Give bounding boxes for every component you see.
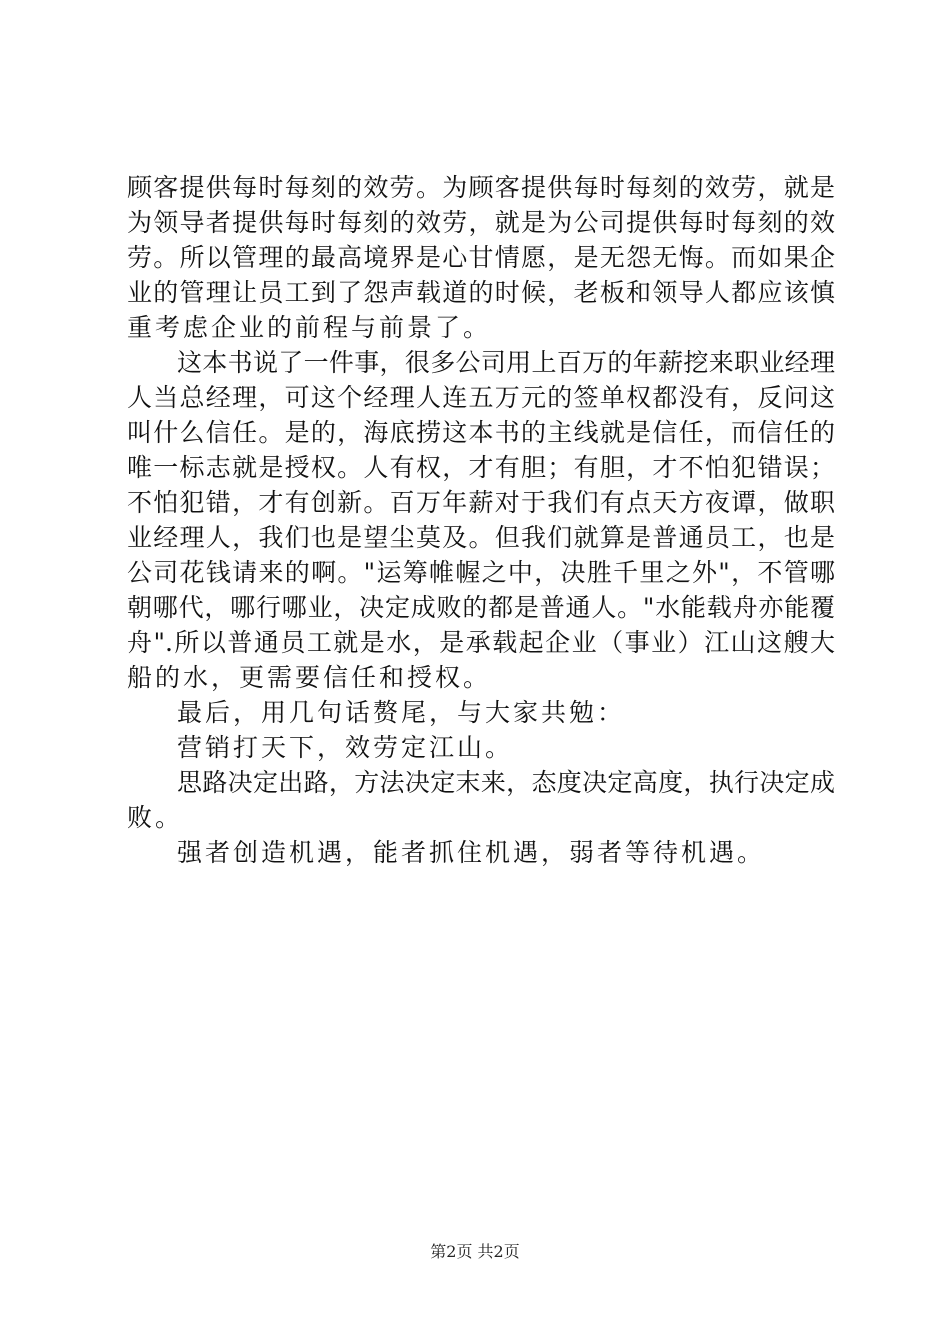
text-line: 顾客提供每时每刻的效劳。为顾客提供每时每刻的效劳，就是 <box>127 173 835 202</box>
text-line: 为领导者提供每时每刻的效劳，就是为公司提供每时每刻的效 <box>127 208 835 237</box>
text-line: 朝哪代，哪行哪业，决定成败的都是普通人。"水能载舟亦能覆 <box>127 593 835 622</box>
text-line: 败。 <box>127 803 184 832</box>
text-line: 唯一标志就是授权。人有权，才有胆；有胆，才不怕犯错误； <box>127 453 835 482</box>
text-line: 业的管理让员工到了怨声载道的时候，老板和领导人都应该慎 <box>127 278 835 307</box>
text-line: 人当总经理，可这个经理人连五万元的签单权都没有，反问这 <box>127 383 835 412</box>
text-line: 强者创造机遇，能者抓住机遇，弱者等待机遇。 <box>177 838 766 867</box>
text-line: 这本书说了一件事，很多公司用上百万的年薪挖来职业经理 <box>177 348 835 377</box>
text-line: 不怕犯错，才有创新。百万年薪对于我们有点天方夜谭，做职 <box>127 488 835 517</box>
text-line: 思路决定出路，方法决定末来，态度决定高度，执行决定成 <box>177 768 835 797</box>
text-line: 营销打天下，效劳定江山。 <box>177 733 514 762</box>
text-line: 劳。所以管理的最高境界是心甘情愿，是无怨无悔。而如果企 <box>127 243 835 272</box>
text-line: 重考虑企业的前程与前景了。 <box>127 313 492 342</box>
text-line: 业经理人，我们也是望尘莫及。但我们就算是普通员工，也是 <box>127 523 835 552</box>
text-line: 公司花钱请来的啊。"运筹帷幄之中，决胜千里之外"，不管哪 <box>127 558 835 587</box>
text-line: 最后，用几句话赘尾，与大家共勉： <box>177 698 626 727</box>
page-footer: 第2页 共2页 <box>430 1242 520 1261</box>
document-body <box>127 170 835 870</box>
text-line: 叫什么信任。是的，海底捞这本书的主线就是信任，而信任的 <box>127 418 835 447</box>
text-line: 船的水，更需要信任和授权。 <box>127 663 492 692</box>
text-line: 舟".所以普通员工就是水，是承载起企业（事业）江山这艘大 <box>127 628 835 657</box>
